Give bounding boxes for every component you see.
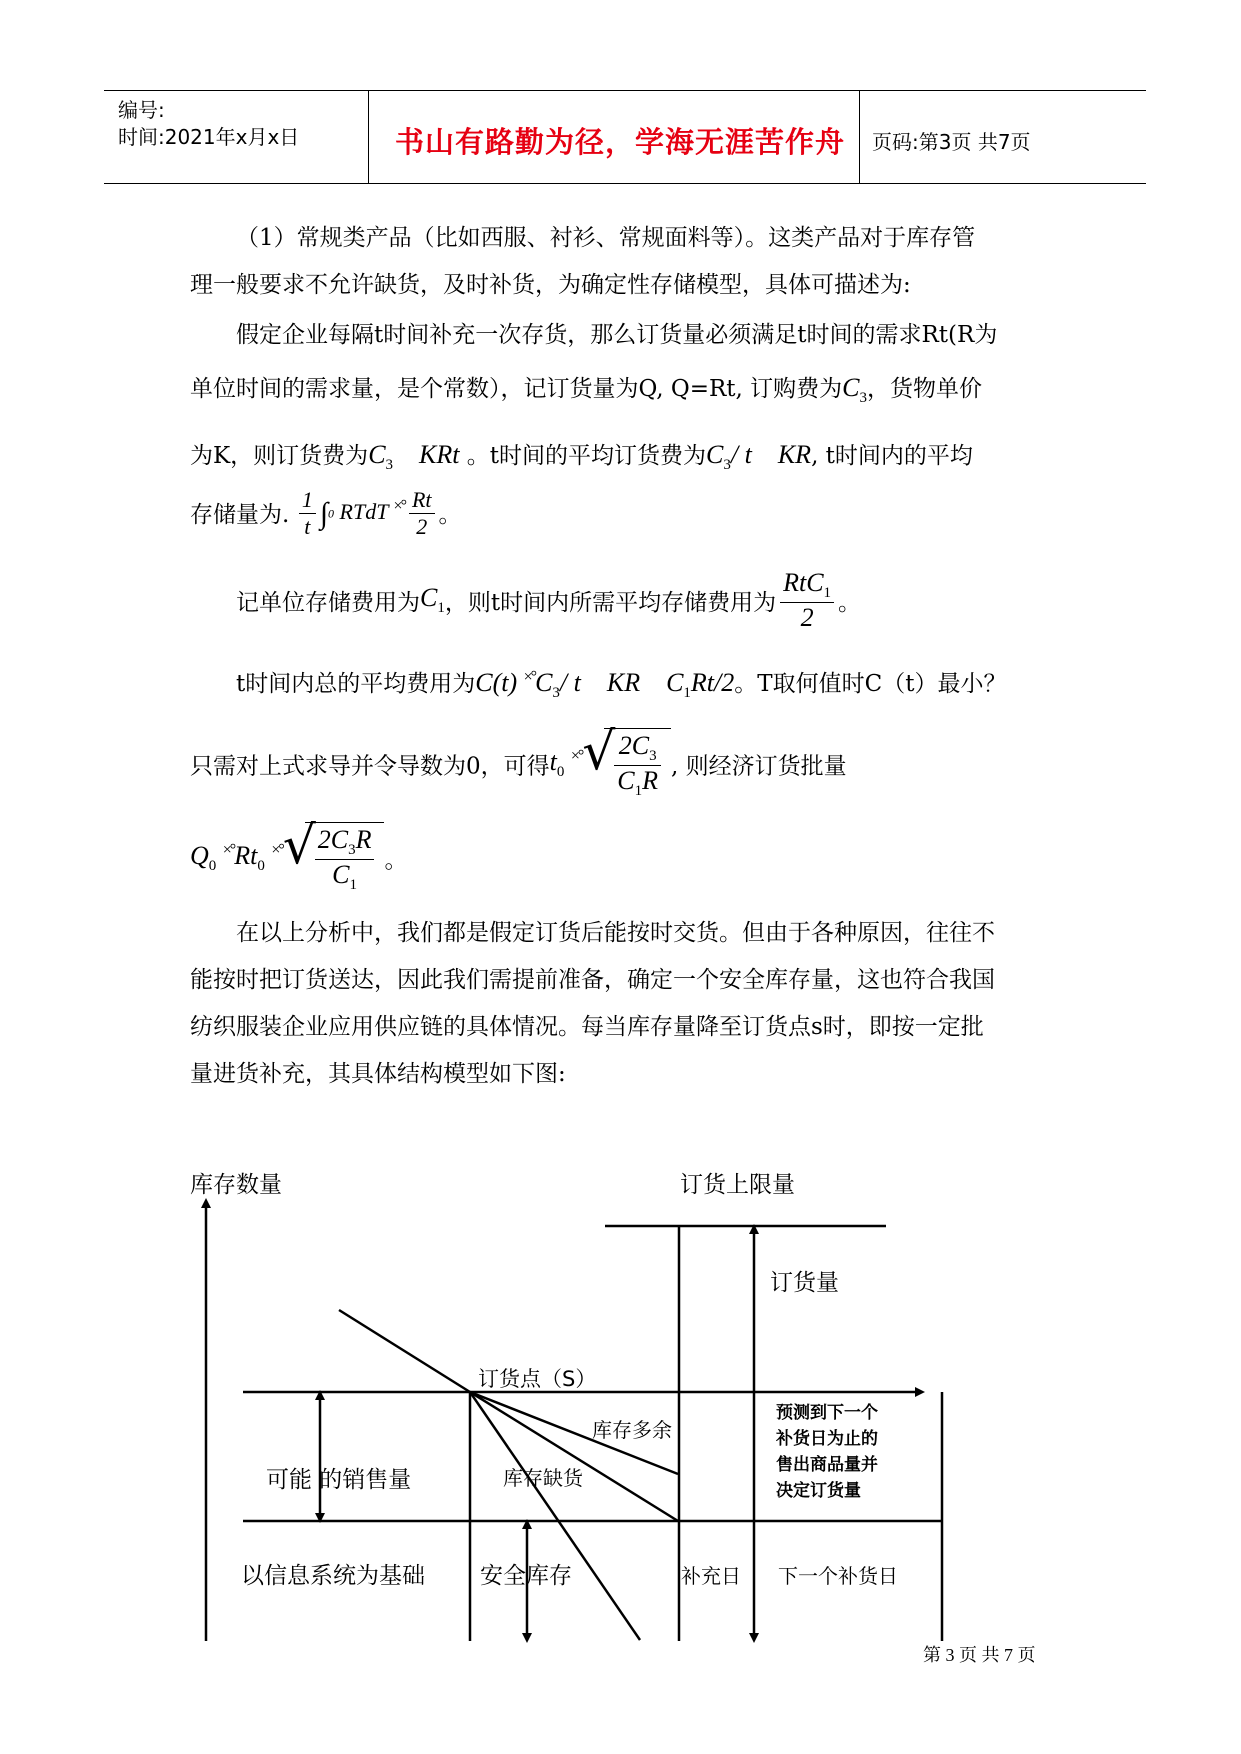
info-base-label: 以信息系统为基础	[241, 1563, 425, 1589]
header-top-rule	[104, 90, 1146, 91]
formula-q0: $Q_0$ $^{\times^\circ}Rt_0$ ×°	[190, 841, 283, 874]
safety-stock-label: 安全库存	[480, 1563, 572, 1589]
possible-sales-label: 可能 的销售量	[266, 1467, 412, 1493]
formula-t0: $t_0$ ×°	[549, 747, 583, 780]
page-footer: 第 3 页 共 7 页	[923, 1645, 1036, 1665]
formula-q0-sqrt: √ $\frac{2C_3R}{C_1}$	[283, 822, 385, 894]
formula-c3: $C_3$	[842, 373, 867, 406]
paragraph-1-line-1: （1）常规类产品（比如西服、衬衫、常规面料等）。这类产品对于库存管	[236, 225, 976, 251]
text-segment: 只需对上式求导并令导数为0，可得	[190, 753, 550, 780]
surplus-line	[470, 1392, 678, 1474]
paragraph-6: $Q_0$ $^{\times^\circ}Rt_0$ ×° √ $\frac{2C_3R}{C_1}$ 。	[190, 816, 408, 893]
paragraph-7-line-3: 纺织服装企业应用供应链的具体情况。每当库存量降至订货点s时，即按一定批	[190, 1014, 984, 1040]
formula-avg-storage: $\frac{1}{t}$ ∫0 RTdT ×° $\frac{Rt}{2}$	[289, 499, 438, 524]
text-segment: , 则经济订货批量	[671, 753, 847, 780]
header-motto: 书山有路勤为径，学海无涯苦作舟	[395, 125, 846, 159]
text-segment: 单位时间的需求量，是个常数），记订货量为Q, Q=Rt, 订购费为	[190, 376, 843, 402]
replenish-day-label: 补充日	[681, 1564, 741, 1588]
paragraph-7-line-4: 量进货补充，其具体结构模型如下图:	[190, 1061, 566, 1087]
upper-limit-label: 订货上限量	[680, 1172, 795, 1198]
y-axis-label: 库存数量	[190, 1172, 282, 1198]
text-segment: 记单位存储费用为	[236, 589, 420, 616]
demand-line	[339, 1310, 470, 1392]
paragraph-5	[190, 722, 847, 800]
forecast-line-3: 售出商品量并	[776, 1455, 878, 1475]
header-bottom-rule	[104, 183, 1146, 184]
shortage-line	[470, 1392, 678, 1521]
formula-c1: $C_1$	[420, 583, 445, 617]
shortage-label: 库存缺货	[503, 1466, 583, 1490]
forecast-line-1: 预测到下一个	[776, 1403, 878, 1423]
order-qty-label: 订货量	[770, 1270, 839, 1296]
header-time: 时间:2021年x月x日	[118, 125, 300, 149]
paragraph-4	[236, 665, 1006, 702]
paragraph-2-line-3	[190, 437, 973, 474]
order-point-label: 订货点（S）	[478, 1367, 597, 1391]
forecast-line-2: 补货日为止的	[776, 1429, 878, 1449]
text-segment: t时间内总的平均费用为	[236, 671, 476, 697]
paragraph-2-line-2	[190, 370, 982, 407]
paragraph-2-line-1: 假定企业每隔t时间补充一次存货，那么订货量必须满足t时间的需求Rt(R为	[236, 322, 998, 348]
header-divider-left	[368, 90, 369, 184]
formula-avg-order-cost: $C_3/$ t KR	[706, 440, 812, 473]
formula-order-cost: $C_3$ KRt	[368, 440, 460, 473]
text-segment: 。T取何值时C（t）最小？	[734, 671, 1007, 697]
paragraph-7-line-1: 在以上分析中，我们都是假定订货后能按时交货。但由于各种原因，往往不	[236, 920, 995, 946]
surplus-label: 库存多余	[592, 1418, 672, 1442]
paragraph-1-line-2: 理一般要求不允许缺货，及时补货，为确定性存储模型，具体可描述为:	[190, 272, 911, 298]
text-segment: 。t时间的平均订货费为	[466, 443, 707, 469]
formula-total-cost: C(t) $^{\times^\circ}C_3/$ t KR $C_1Rt/2$	[475, 668, 735, 701]
steep-line	[470, 1392, 640, 1640]
paragraph-2-line-4: 存储量为. $\frac{1}{t}$ ∫0 RTdT ×° $\frac{Rt}{2}$ 。	[190, 487, 462, 539]
text-segment: ，则t时间内所需平均存储费用为	[444, 589, 777, 616]
header-number: 编号:	[118, 98, 165, 122]
paragraph-7-line-2: 能按时把订货送达，因此我们需提前准备，确定一个安全库存量，这也符合我国	[190, 967, 995, 993]
header-page: 页码:第3页 共7页	[872, 130, 1031, 154]
formula-avg-storage-cost: $\frac{RtC_1}{2}$	[776, 583, 838, 612]
next-day-label: 下一个补货日	[778, 1564, 898, 1588]
forecast-line-4: 决定订货量	[776, 1481, 861, 1501]
text-segment: , t时间内的平均	[811, 443, 973, 469]
formula-t0-sqrt: √ $\frac{2C_3}{C_1R}$	[582, 728, 671, 800]
text-segment: 存储量为.	[190, 502, 290, 529]
text-segment: ，货物单价	[867, 376, 982, 402]
paragraph-3: 记单位存储费用为$C_1$，则t时间内所需平均存储费用为 $\frac{RtC_1}{2}$ 。	[236, 568, 862, 632]
header-divider-right	[859, 90, 860, 184]
text-segment: 为K，则订货费为	[190, 443, 369, 469]
